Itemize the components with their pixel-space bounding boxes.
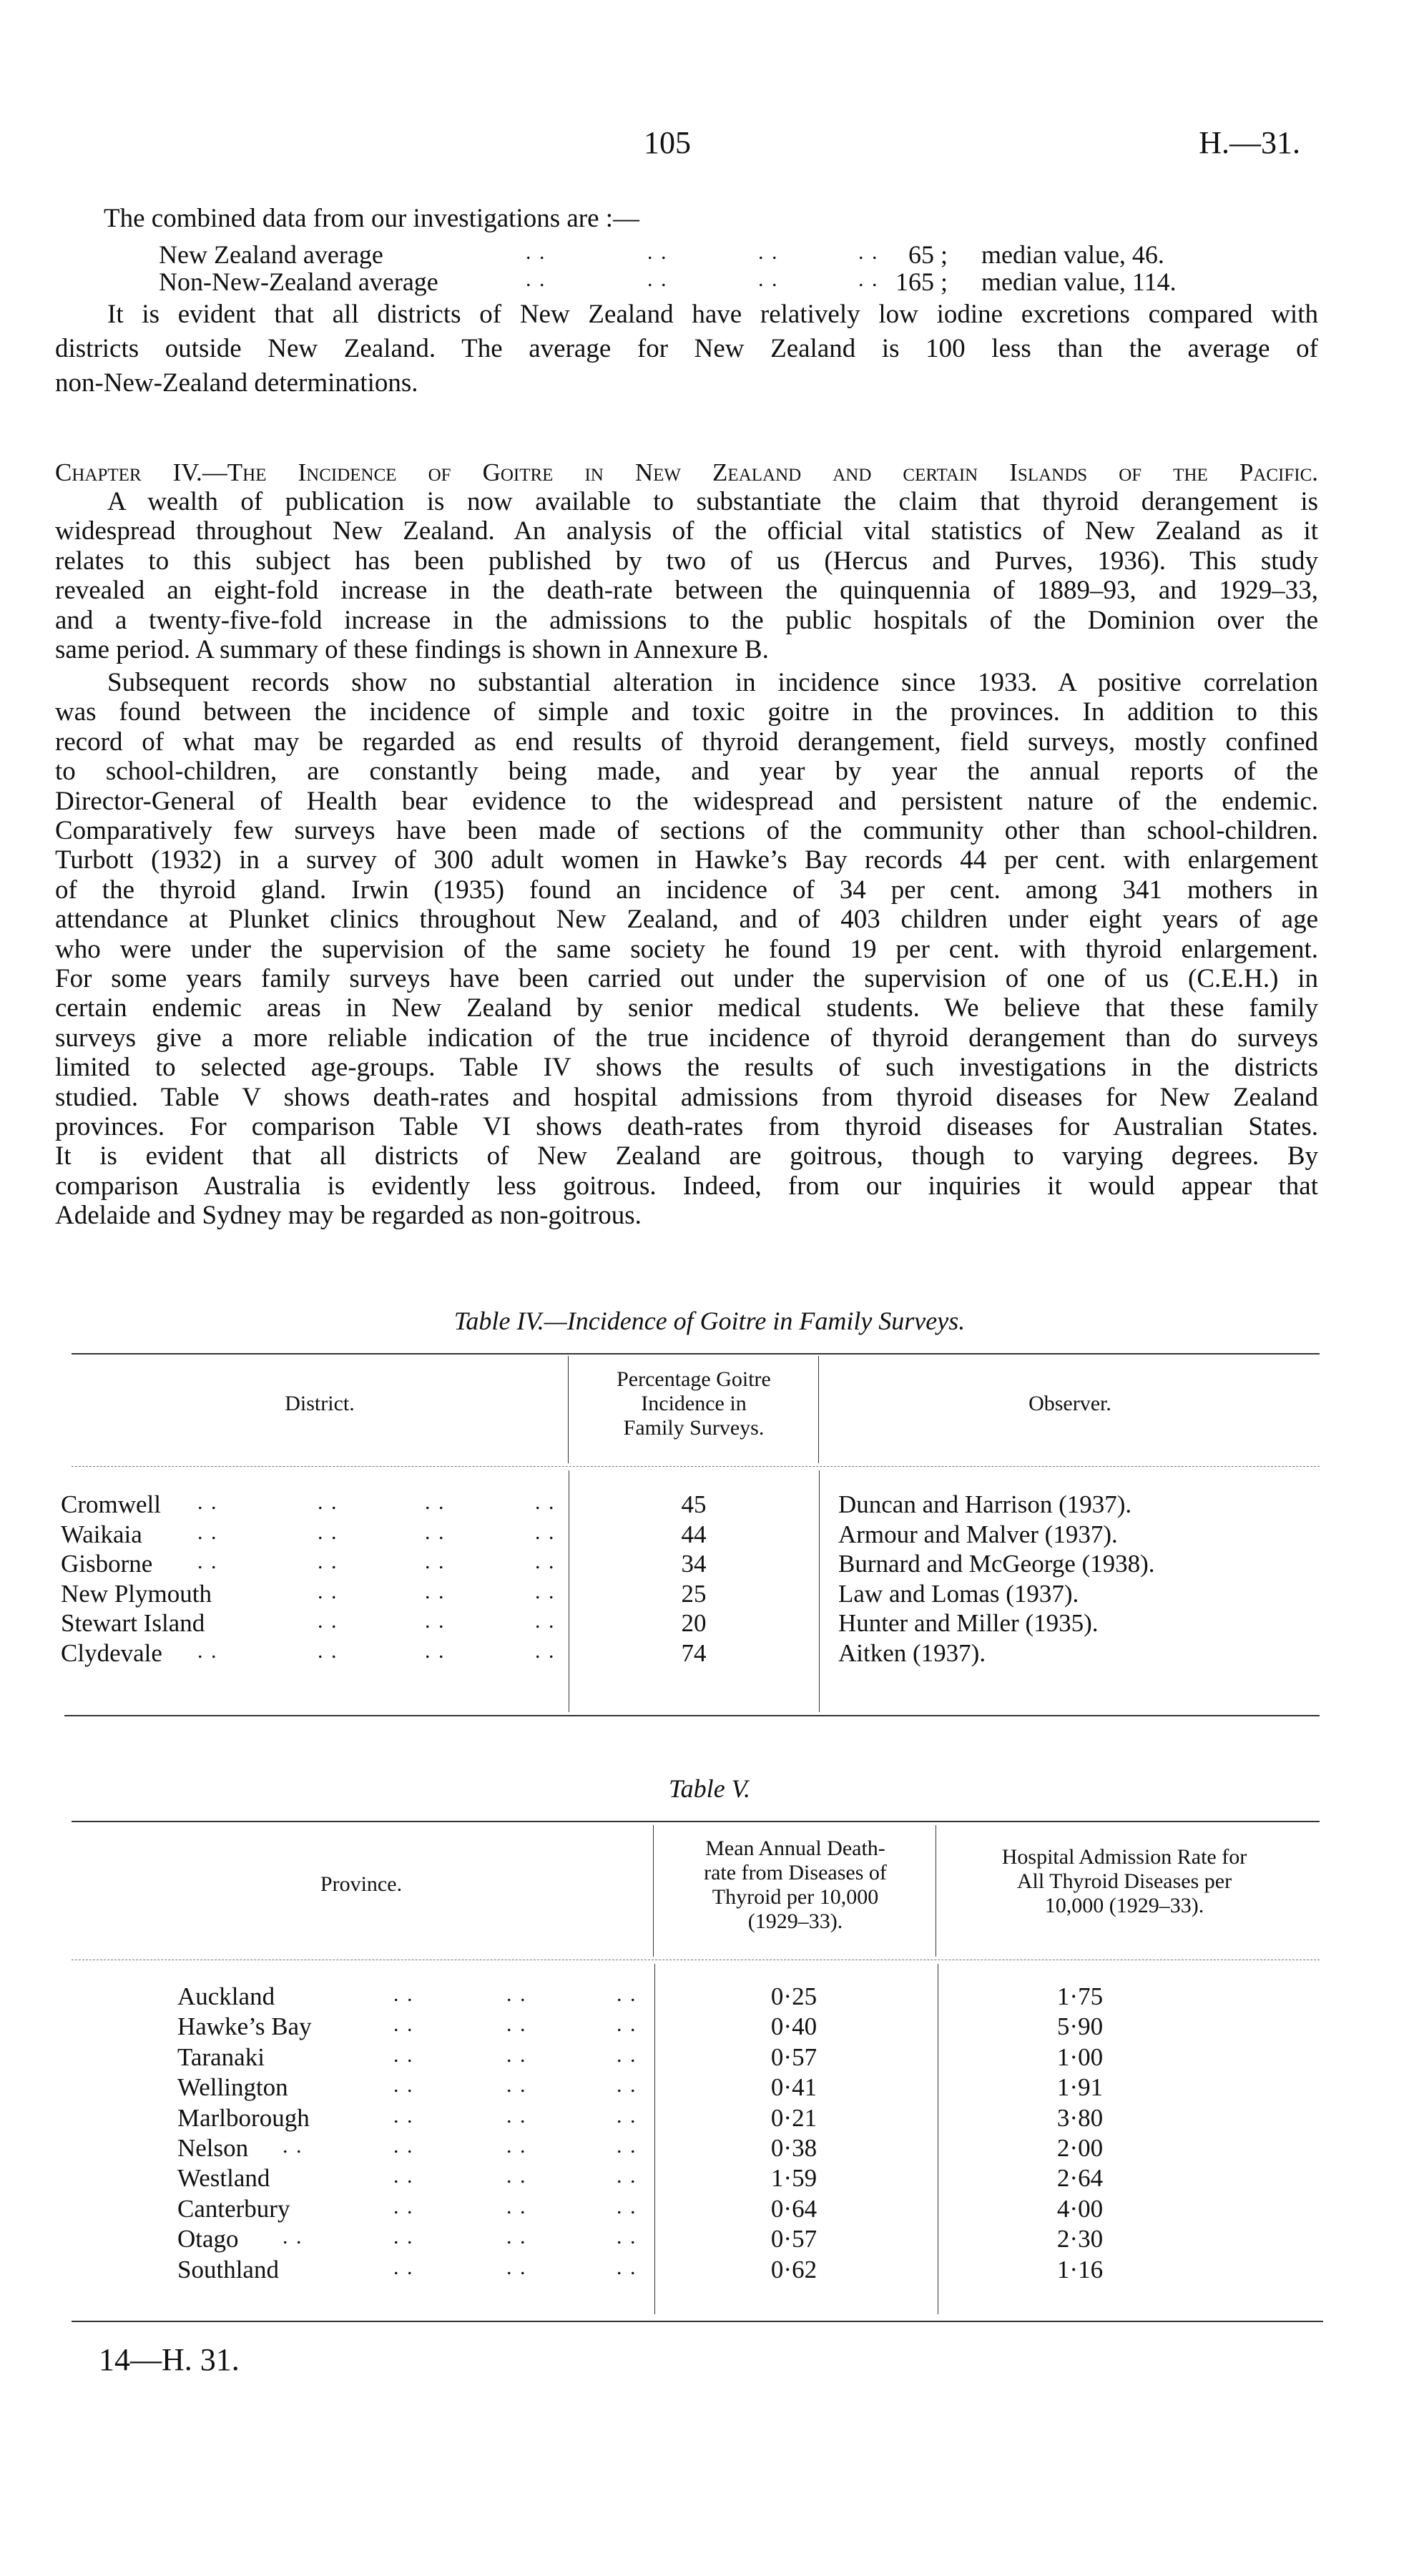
leader-dots: . . xyxy=(506,2134,527,2158)
leader-dots: . . xyxy=(535,1609,556,1633)
leader-dots: . . xyxy=(617,2012,637,2037)
leader-dots: . . xyxy=(617,2042,637,2067)
observer: Aitken (1937). xyxy=(838,1638,986,1667)
leader-dots: . . xyxy=(617,2225,637,2249)
leader-dots: . . xyxy=(526,240,546,264)
paragraph-line: Adelaide and Sydney may be regarded as non-goitrous. xyxy=(55,1201,642,1231)
death-rate: 1·59 xyxy=(770,2164,817,2193)
paragraph-line: Subsequent records show no substantial alteration in incidence since 1933. A positive correlation xyxy=(107,668,1318,697)
table-rule xyxy=(72,1353,1320,1355)
death-rate: 0·21 xyxy=(770,2103,817,2132)
leader-dots: . . xyxy=(506,1982,527,2006)
admission-rate: 1·00 xyxy=(1056,2042,1104,2071)
leader-dots: . . xyxy=(647,240,668,264)
table-row xyxy=(0,1490,1419,1520)
province-name: Canterbury xyxy=(177,2194,290,2223)
goitre-percentage: 45 xyxy=(681,1490,707,1518)
leader-dots: . . xyxy=(758,267,779,291)
leader-dots: . . xyxy=(393,2103,414,2128)
leader-dots: . . xyxy=(393,2012,414,2037)
district-name: Gisborne xyxy=(61,1550,153,1578)
leader-dots: . . xyxy=(506,2194,527,2218)
leader-dots: . . xyxy=(535,1579,556,1603)
table-row xyxy=(0,2256,1419,2286)
page-number: 105 xyxy=(644,125,691,160)
leader-dots: . . xyxy=(506,2073,527,2098)
leader-dots: . . xyxy=(283,2225,303,2249)
table-row xyxy=(0,2195,1419,2225)
column-divider xyxy=(568,1356,569,1463)
district-name: Stewart Island xyxy=(61,1609,205,1637)
leader-dots: . . xyxy=(393,2225,414,2249)
table-row xyxy=(0,1550,1419,1579)
death-rate: 0·38 xyxy=(770,2134,817,2162)
column-header-province: Province. xyxy=(320,1872,403,1896)
paragraph-line: relates to this subject has been published by two of us (Hercus and Purves, 1936). This study xyxy=(55,546,1318,576)
table-rule xyxy=(64,1715,1320,1716)
leader-dots: . . xyxy=(425,1490,446,1514)
table-v-caption: Table V. xyxy=(668,1774,751,1803)
paragraph-line: limited to selected age-groups. Table IV shows the results of such investigations in the districts xyxy=(55,1053,1318,1083)
table-row xyxy=(0,1982,1419,2012)
paragraph-line: Turbott (1932) in a survey of 300 adult women in Hawke’s Bay records 44 per cent. with enlargement xyxy=(55,845,1318,875)
paragraph-line: was found between the incidence of simple and toxic goitre in the provinces. In addition to this xyxy=(55,697,1318,727)
average-label: New Zealand average xyxy=(159,240,383,269)
goitre-percentage: 44 xyxy=(681,1520,707,1548)
leader-dots: . . xyxy=(535,1520,556,1544)
admission-rate: 2·64 xyxy=(1056,2164,1104,2193)
leader-dots: . . xyxy=(425,1550,446,1573)
admission-rate: 1·16 xyxy=(1056,2255,1104,2284)
paragraph-line: comparison Australia is evidently less goitrous. Indeed, from our inquiries it would appear that xyxy=(55,1171,1318,1201)
table-row xyxy=(0,2043,1419,2073)
paragraph-line: It is evident that all districts of New Zealand have relatively low iodine excretions compared with xyxy=(107,300,1318,329)
leader-dots: . . xyxy=(318,1609,338,1633)
observer: Burnard and McGeorge (1938). xyxy=(838,1550,1155,1578)
goitre-percentage: 34 xyxy=(681,1550,707,1578)
province-name: Southland xyxy=(177,2255,279,2284)
paragraph-line: of the thyroid gland. Irwin (1935) found an incidence of 34 per cent. among 341 mothers in xyxy=(55,875,1318,905)
paragraph-line: same period. A summary of these findings is shown in Annexure B. xyxy=(55,635,769,664)
paragraph-line: It is evident that all districts of New Zealand are goitrous, though to varying degrees. By xyxy=(55,1141,1318,1171)
table-rule xyxy=(72,1821,1320,1822)
leader-dots: . . xyxy=(535,1490,556,1514)
column-divider xyxy=(818,1356,819,1463)
leader-dots: . . xyxy=(197,1520,218,1544)
goitre-percentage: 74 xyxy=(681,1638,707,1667)
paragraph-line: A wealth of publication is now available to substantiate the claim that thyroid derangement is xyxy=(107,487,1318,516)
leader-dots: . . xyxy=(197,1638,218,1663)
paragraph-line: attendance at Plunket clinics throughout New Zealand, and of 403 children under eight years of age xyxy=(55,905,1318,935)
table-row xyxy=(0,1609,1419,1638)
leader-dots: . . xyxy=(425,1638,446,1663)
column-header-admission-rate: Hospital Admission Rate for All Thyroid Diseases per 10,000 (1929–33). xyxy=(1001,1845,1247,1917)
leader-dots: . . xyxy=(506,2255,527,2279)
column-header-death-rate: Mean Annual Death- rate from Diseases of Thyroid per 10,000 (1929–33). xyxy=(704,1837,887,1933)
table-row xyxy=(0,1520,1419,1550)
paragraph-line: who were under the supervision of the same society he found 19 per cent. with thyroid enlargement. xyxy=(55,934,1318,964)
district-name: New Plymouth xyxy=(61,1579,212,1608)
leader-dots: . . xyxy=(506,2042,527,2067)
leader-dots: . . xyxy=(526,267,546,291)
leader-dots: . . xyxy=(318,1490,338,1514)
admission-rate: 5·90 xyxy=(1056,2012,1104,2041)
footer-signature: 14—H. 31. xyxy=(99,2342,240,2377)
leader-dots: . . xyxy=(197,1490,218,1514)
paragraph-line: provinces. For comparison Table VI shows death-rates from thyroid diseases for Australian States. xyxy=(55,1112,1318,1141)
observer: Law and Lomas (1937). xyxy=(838,1579,1079,1608)
admission-rate: 2·30 xyxy=(1056,2225,1104,2253)
column-header-percentage: Percentage Goitre Incidence in Family Surveys. xyxy=(617,1367,771,1440)
leader-dots: . . xyxy=(506,2225,527,2249)
average-label: Non-New-Zealand average xyxy=(159,267,438,296)
paragraph-line: widespread throughout New Zealand. An analysis of the official vital statistics of New Zealand as it xyxy=(55,516,1318,546)
death-rate: 0·57 xyxy=(770,2225,817,2253)
district-name: Cromwell xyxy=(61,1490,161,1518)
leader-dots: . . xyxy=(393,1982,414,2006)
column-header-observer: Observer. xyxy=(1028,1392,1111,1415)
paragraph-line: and a twenty-five-fold increase in the admissions to the public hospitals of the Dominion over the xyxy=(55,605,1318,635)
province-name: Westland xyxy=(177,2164,270,2193)
leader-dots: . . xyxy=(647,267,668,291)
goitre-percentage: 20 xyxy=(681,1609,707,1637)
leader-dots: . . xyxy=(197,1550,218,1573)
observer: Hunter and Miller (1935). xyxy=(838,1609,1099,1637)
paragraph-line: certain endemic areas in New Zealand by senior medical students. We believe that these family xyxy=(55,993,1318,1023)
province-name: Auckland xyxy=(177,1982,275,2010)
leader-dots: . . xyxy=(617,2164,637,2188)
admission-rate: 2·00 xyxy=(1056,2134,1104,2162)
table-row xyxy=(0,1580,1419,1609)
paragraph-line: Comparatively few surveys have been made of sections of the community other than school-children. xyxy=(55,816,1318,845)
observer: Duncan and Harrison (1937). xyxy=(838,1490,1132,1518)
goitre-percentage: 25 xyxy=(681,1579,707,1608)
leader-dots: . . xyxy=(858,240,879,264)
leader-dots: . . xyxy=(858,267,879,291)
province-name: Taranaki xyxy=(177,2042,265,2071)
average-value: 165 ; xyxy=(895,267,948,296)
paragraph-line: Director-General of Health bear evidence to the widespread and persistent nature of the endemic. xyxy=(55,786,1318,816)
leader-dots: . . xyxy=(318,1579,338,1603)
table-iv-caption: Table IV.—Incidence of Goitre in Family Surveys. xyxy=(453,1307,966,1335)
paragraph-line: districts outside New Zealand. The average for New Zealand is 100 less than the average of xyxy=(55,334,1318,363)
district-name: Clydevale xyxy=(61,1638,162,1667)
leader-dots: . . xyxy=(535,1550,556,1573)
leader-dots: . . xyxy=(506,2012,527,2037)
column-divider xyxy=(653,1825,654,1957)
leader-dots: . . xyxy=(425,1520,446,1544)
province-name: Wellington xyxy=(177,2073,288,2102)
table-rule xyxy=(72,1466,1320,1467)
leader-dots: . . xyxy=(617,2255,637,2279)
leader-dots: . . xyxy=(318,1550,338,1573)
leader-dots: . . xyxy=(617,2073,637,2098)
death-rate: 0·64 xyxy=(770,2194,817,2223)
admission-rate: 1·75 xyxy=(1056,1982,1104,2010)
table-row xyxy=(0,1639,1419,1668)
table-row xyxy=(0,2134,1419,2164)
paragraph-line: For some years family surveys have been carried out under the supervision of one of us (C.E.H.) in xyxy=(55,964,1318,993)
province-name: Otago xyxy=(177,2225,239,2253)
leader-dots: . . xyxy=(617,2134,637,2158)
admission-rate: 3·80 xyxy=(1056,2103,1104,2132)
death-rate: 0·25 xyxy=(770,1982,817,2010)
leader-dots: . . xyxy=(393,2164,414,2188)
median-value: median value, 114. xyxy=(981,267,1177,296)
leader-dots: . . xyxy=(318,1520,338,1544)
column-header-district: District. xyxy=(285,1392,355,1415)
leader-dots: . . xyxy=(318,1638,338,1663)
average-value: 65 ; xyxy=(908,240,948,269)
leader-dots: . . xyxy=(393,2073,414,2098)
district-name: Waikaia xyxy=(61,1520,142,1548)
leader-dots: . . xyxy=(506,2103,527,2128)
leader-dots: . . xyxy=(506,2164,527,2188)
leader-dots: . . xyxy=(393,2134,414,2158)
death-rate: 0·57 xyxy=(770,2042,817,2071)
chapter-heading: Chapter IV.—The Incidence of Goitre in New Zealand and certain Islands of the Pacific. xyxy=(55,458,1318,486)
table-row xyxy=(0,2073,1419,2103)
province-name: Marlborough xyxy=(177,2103,310,2132)
admission-rate: 1·91 xyxy=(1056,2073,1104,2102)
paragraph-line: studied. Table V shows death-rates and hospital admissions from thyroid diseases for New Zealand xyxy=(55,1082,1318,1112)
intro-lead: The combined data from our investigations are :— xyxy=(104,204,640,233)
leader-dots: . . xyxy=(617,1982,637,2006)
leader-dots: . . xyxy=(283,2134,303,2158)
leader-dots: . . xyxy=(425,1609,446,1633)
paragraph-line: non-New-Zealand determinations. xyxy=(55,368,418,398)
death-rate: 0·40 xyxy=(770,2012,817,2041)
province-name: Hawke’s Bay xyxy=(177,2012,312,2041)
observer: Armour and Malver (1937). xyxy=(838,1520,1118,1548)
table-row xyxy=(0,2225,1419,2255)
leader-dots: . . xyxy=(393,2042,414,2067)
document-reference: H.—31. xyxy=(1199,125,1300,160)
leader-dots: . . xyxy=(393,2194,414,2218)
leader-dots: . . xyxy=(617,2103,637,2128)
death-rate: 0·41 xyxy=(770,2073,817,2102)
table-rule xyxy=(72,2321,1323,2322)
leader-dots: . . xyxy=(535,1638,556,1663)
admission-rate: 4·00 xyxy=(1056,2194,1104,2223)
table-row xyxy=(0,2104,1419,2134)
leader-dots: . . xyxy=(425,1579,446,1603)
paragraph-line: to school-children, are constantly being made, and year by year the annual reports of the xyxy=(55,757,1318,787)
paragraph-line: revealed an eight-fold increase in the death-rate between the quinquennia of 1889–93, and 1929–33, xyxy=(55,576,1318,606)
table-row xyxy=(0,2164,1419,2194)
leader-dots: . . xyxy=(393,2255,414,2279)
death-rate: 0·62 xyxy=(770,2255,817,2284)
province-name: Nelson xyxy=(177,2134,249,2162)
median-value: median value, 46. xyxy=(981,240,1164,269)
leader-dots: . . xyxy=(758,240,779,264)
leader-dots: . . xyxy=(617,2194,637,2218)
paragraph-line: surveys give a more reliable indication of the true incidence of thyroid derangement than do surveys xyxy=(55,1023,1318,1053)
paragraph-line: record of what may be regarded as end results of thyroid derangement, field surveys, mostly confined xyxy=(55,727,1318,757)
table-row xyxy=(0,2012,1419,2042)
